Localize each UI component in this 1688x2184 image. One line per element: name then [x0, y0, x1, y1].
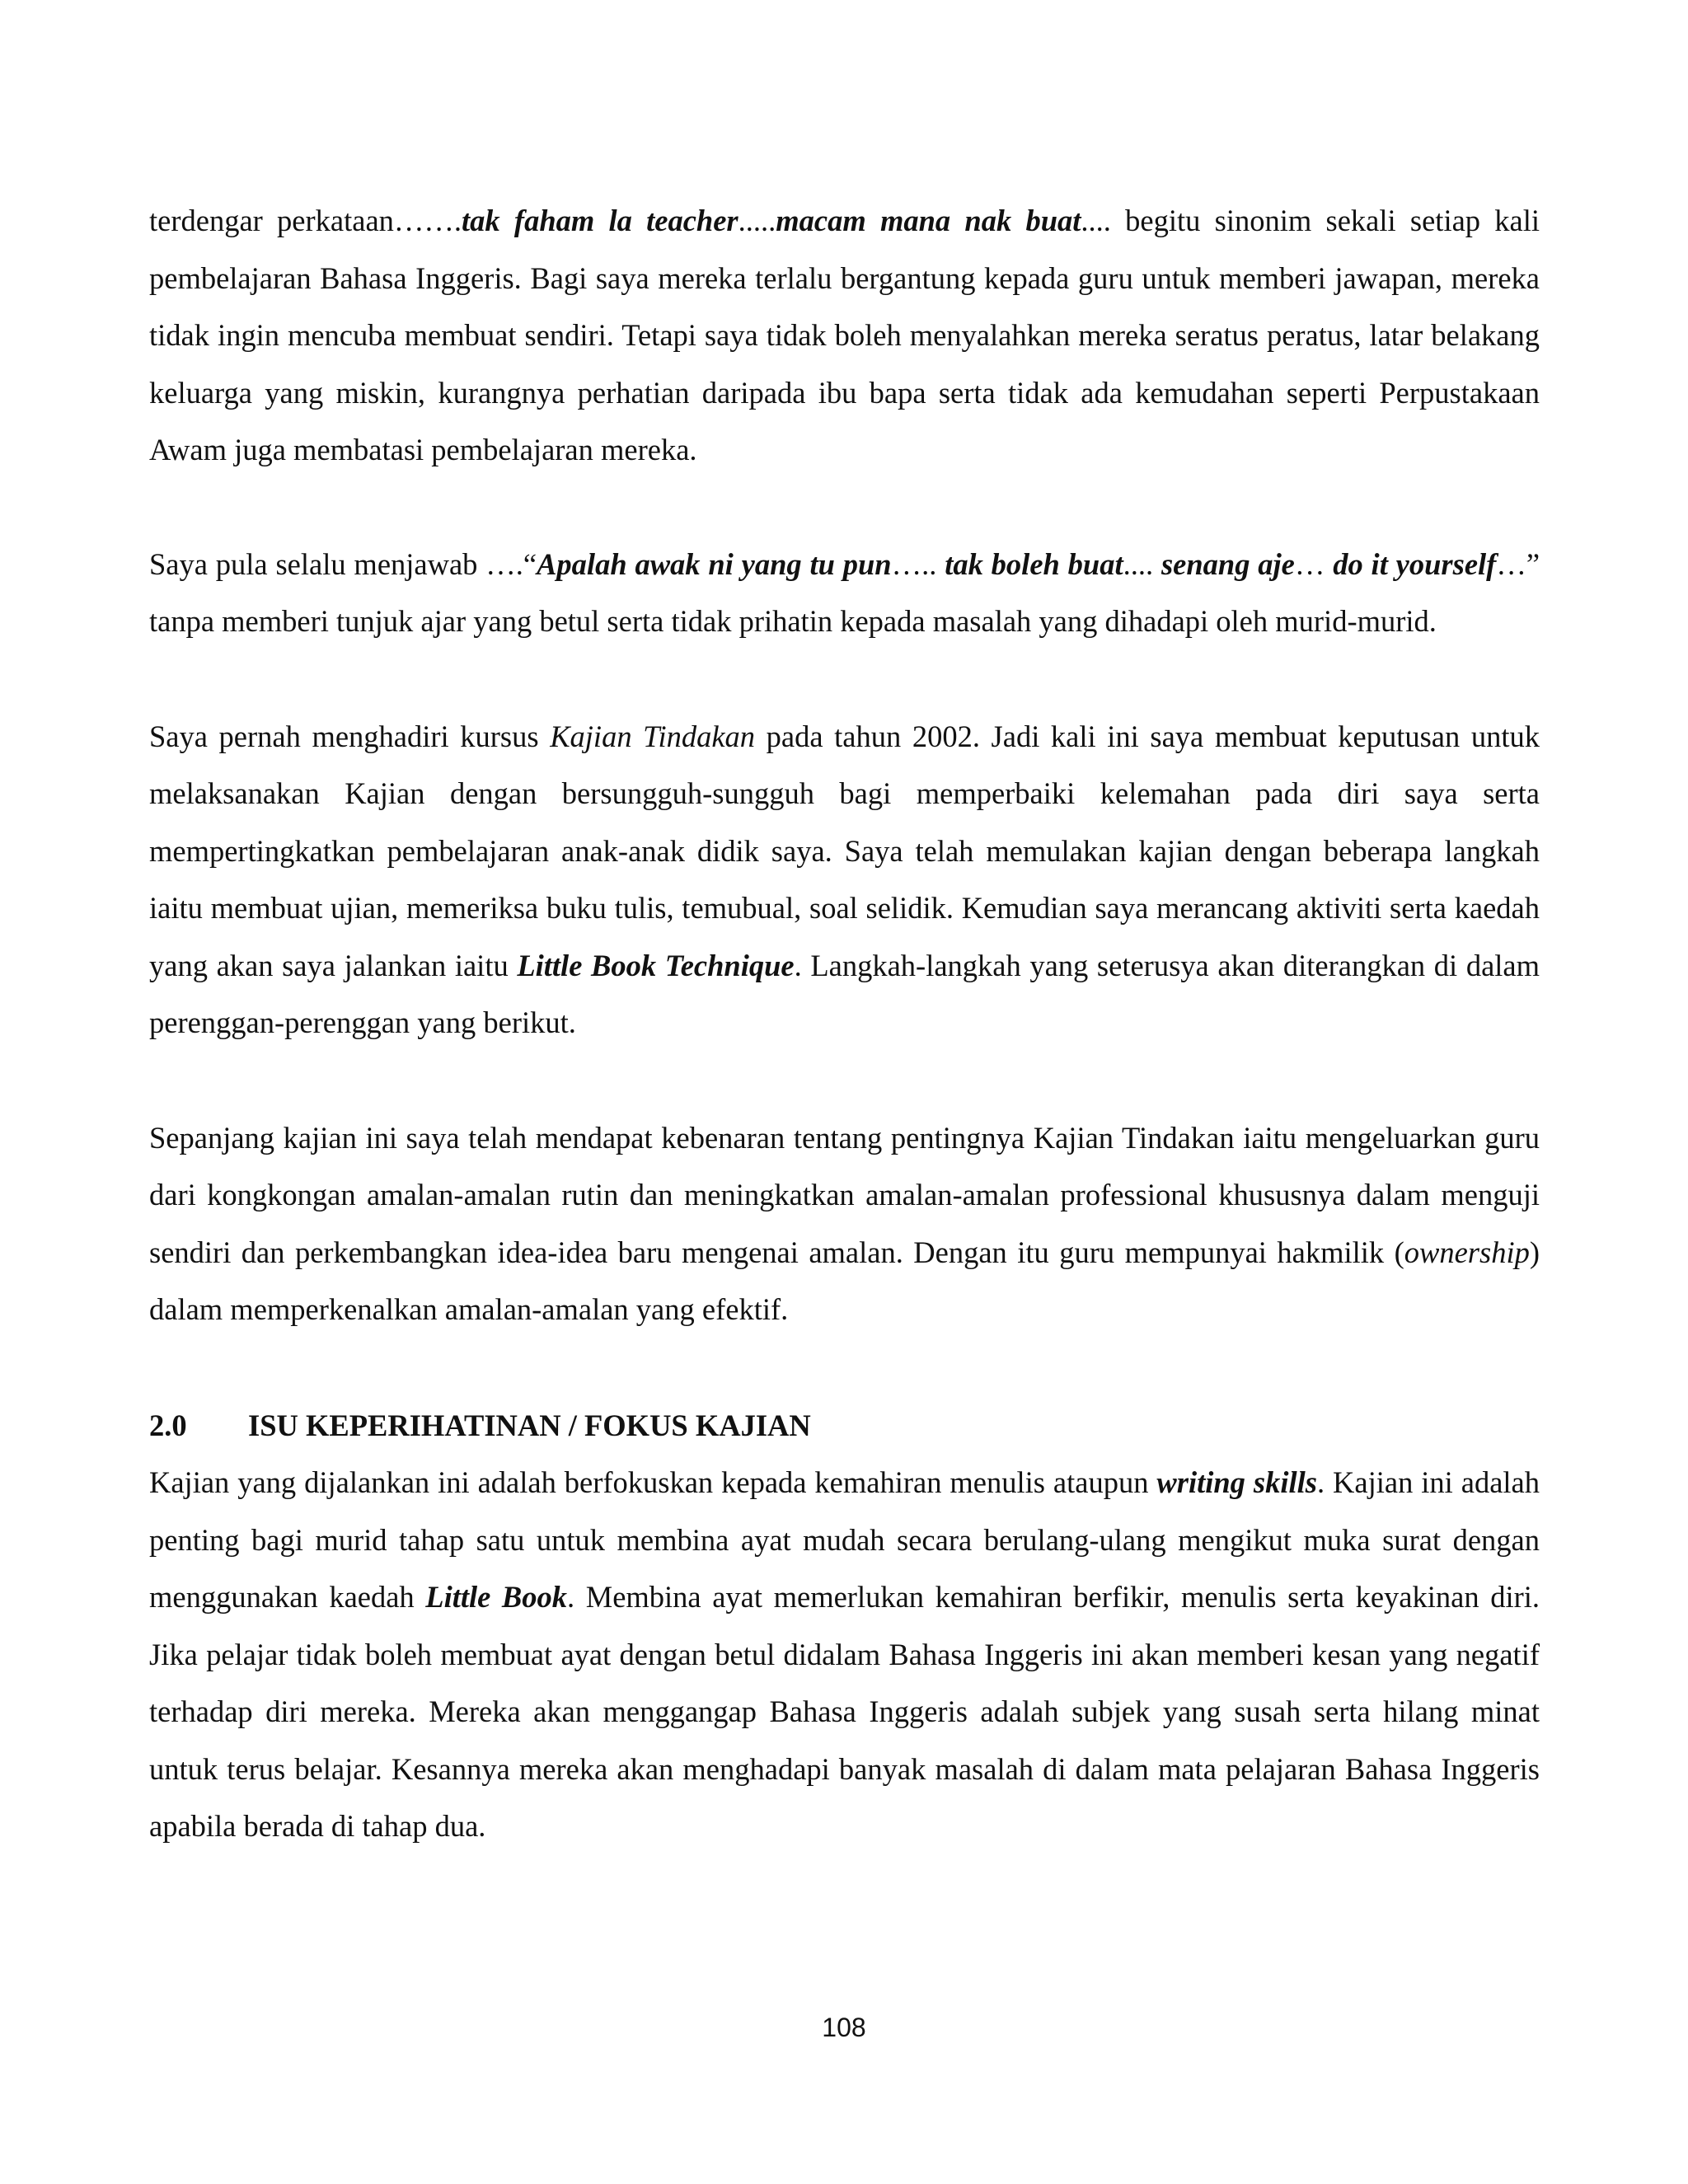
paragraph-1-text-2: .... begitu sinonim sekali setiap kali pembelajaran Bahasa Inggeris. Bagi saya mereka terlalu bergantung kepada guru untuk memberi jawapan, mereka tidak ingin mencuba membuat sendiri. Tetapi saya tidak boleh menyalahkan mereka seratus peratus, latar belakang keluarga yang miskin, kurangnya perhatian daripada ibu bapa serta tidak ada kemudahan seperti Perpustakaan Awam juga membatasi pembelajaran mereka.: [149, 204, 1540, 466]
paragraph-3-text-2: pada tahun 2002. Jadi kali ini saya membuat keputusan untuk melaksanakan Kajian dengan bersungguh-sungguh bagi memperbaiki kelemahan pada diri saya serta mempertingkatkan pembelajaran anak-anak didik saya. Saya telah memulakan kajian dengan beberapa langkah iaitu membuat ujian, memeriksa buku tulis, temubual, soal selidik. Kemudian saya merancang aktiviti serta kaedah yang akan saya jalankan iaitu: [149, 719, 1540, 982]
quote-tak-faham: tak faham la teacher: [462, 204, 738, 237]
quote-senang-aje: senang aje: [1160, 546, 1295, 581]
section-paragraph-text-2: . Kajian ini adalah penting bagi murid tahap satu untuk membina ayat mudah secara berulang-ulang mengikut muka surat dengan menggunakan kaedah: [149, 1465, 1540, 1614]
section-title: ISU KEPERIHATINAN / FOKUS KAJIAN: [248, 1408, 811, 1442]
term-ownership: ownership: [1404, 1235, 1530, 1269]
paragraph-2-ellipsis-1: …..: [891, 546, 945, 581]
quote-tak-boleh-buat: tak boleh buat: [945, 546, 1123, 581]
document-body: [149, 192, 1540, 1855]
section-paragraph-text-1: Kajian yang dijalankan ini adalah berfokuskan kepada kemahiran menulis ataupun: [149, 1465, 1157, 1499]
paragraph-2: [149, 536, 1540, 650]
section-paragraph: [149, 1454, 1540, 1855]
paragraph-2-ellipsis-2: ....: [1123, 546, 1161, 581]
paragraph-2-text-2: …” tanpa memberi tunjuk ajar yang betul serta tidak prihatin kepada masalah yang dihadapi oleh murid-murid.: [149, 546, 1540, 638]
paragraph-3: [149, 708, 1540, 1052]
paragraph-1-text-1: terdengar perkataan…….: [149, 204, 462, 237]
paragraph-4-text-2: ) dalam memperkenalkan amalan-amalan yang efektif.: [149, 1235, 1540, 1326]
term-kajian-tindakan: Kajian Tindakan: [550, 719, 756, 753]
paragraph-4: [149, 1109, 1540, 1338]
section-paragraph-text-3: . Membina ayat memerlukan kemahiran berfikir, menulis serta keyakinan diri. Jika pelajar tidak boleh membuat ayat dengan betul didalam Bahasa Inggeris ini akan memberi kesan yang negatif terhadap diri mereka. Mereka akan menggangap Bahasa Inggeris adalah subjek yang susah serta hilang minat untuk terus belajar. Kesannya mereka akan menghadapi banyak masalah di dalam mata pelajaran Bahasa Inggeris apabila berada di tahap dua.: [149, 1580, 1540, 1843]
term-little-book-technique: Little Book Technique: [517, 948, 795, 982]
paragraph-4-text-1: Sepanjang kajian ini saya telah mendapat kebenaran tentang pentingnya Kajian Tindakan iaitu mengeluarkan guru dari kongkongan amalan-amalan rutin dan meningkatkan amalan-amalan professional khususnya dalam menguji sendiri dan perkembangkan idea-idea baru mengenai amalan. Dengan itu guru mempunyai hakmilik (: [149, 1120, 1540, 1269]
quote-macam-mana: macam mana nak buat: [776, 204, 1081, 237]
section-number: 2.0: [149, 1408, 187, 1442]
paragraph-2-text-1: Saya pula selalu menjawab ….“: [149, 546, 537, 581]
paragraph-2-ellipsis-3: …: [1294, 546, 1334, 581]
quote-apalah-awak: Apalah awak ni yang tu pun: [537, 546, 892, 581]
quote-do-it-yourself: do it yourself: [1333, 546, 1497, 581]
page-number: 108: [822, 2013, 866, 2042]
paragraph-3-text-3: . Langkah-langkah yang seterusya akan diterangkan di dalam perenggan-perenggan yang berikut.: [149, 948, 1540, 1039]
term-writing-skills: writing skills: [1156, 1465, 1317, 1499]
term-little-book: Little Book: [425, 1580, 568, 1614]
section-heading: [149, 1397, 1540, 1455]
paragraph-1-ellipsis: .....: [738, 204, 776, 237]
paragraph-1: [149, 192, 1540, 479]
paragraph-3-text-1: Saya pernah menghadiri kursus: [149, 719, 551, 753]
